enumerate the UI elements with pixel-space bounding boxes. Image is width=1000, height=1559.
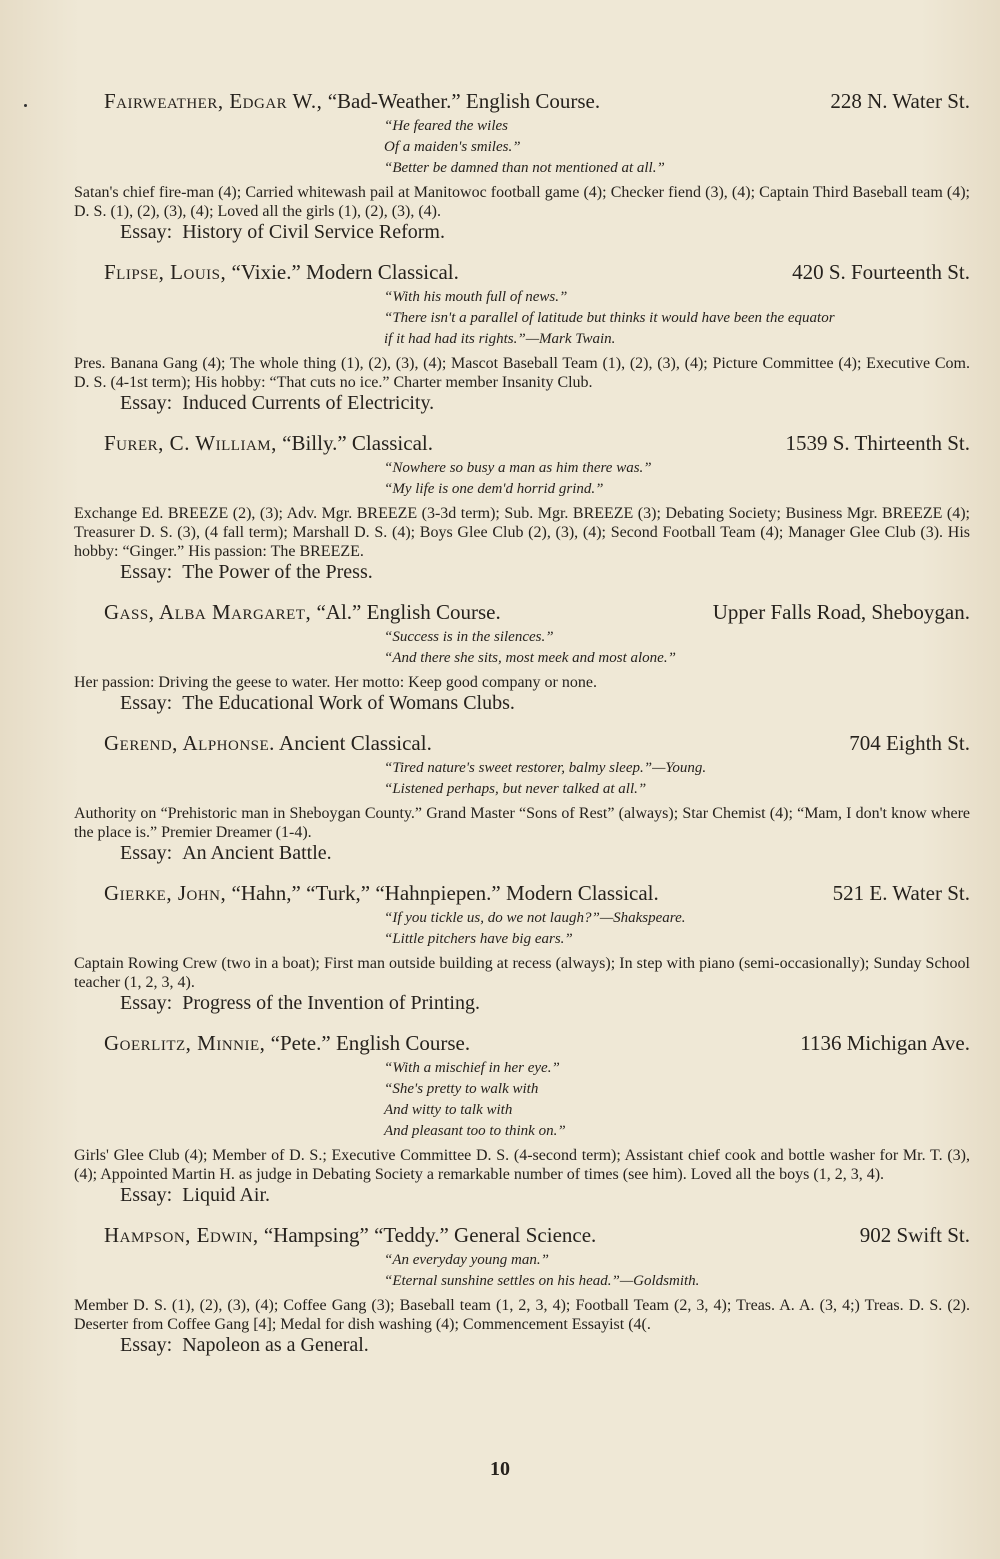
essay-title: History of Civil Service Reform. xyxy=(182,221,445,243)
quote-line: “Nowhere so busy a man as him there was.” xyxy=(384,460,652,476)
student-name: Furer, C. William, xyxy=(104,431,277,455)
activity-record: Girls' Glee Club (4); Member of D. S.; Executive Committee D. S. (4-second term); Assistant chief cook and bottle washer for Mr. T. (3), (4); Appointed Martin H. as judge in Debating Society a remarkable number of times (see him). Loved all the boys (1, 2, 3, 4). xyxy=(74,1147,970,1183)
student-entry xyxy=(74,599,980,714)
page-number: 10 xyxy=(490,1458,510,1480)
quote-block xyxy=(74,627,980,669)
quote-line: “Little pitchers have big ears.” xyxy=(384,931,573,947)
quote-line: “Success is in the silences.” xyxy=(384,629,554,645)
essay-title: The Educational Work of Womans Clubs. xyxy=(182,692,515,714)
student-name: Gerend, Alphonse. xyxy=(104,731,275,755)
student-entry xyxy=(74,730,980,864)
essay-label: Essay: xyxy=(120,842,173,864)
student-address: 228 N. Water St. xyxy=(830,89,970,113)
student-address: 704 Eighth St. xyxy=(849,731,970,755)
essay-line xyxy=(74,1184,980,1206)
essay-label: Essay: xyxy=(120,561,173,583)
entry-heading xyxy=(74,880,980,906)
quote-line: “With a mischief in her eye.” xyxy=(384,1060,560,1076)
student-address: 902 Swift St. xyxy=(859,1223,970,1247)
student-nickname-course: “Hampsing” “Teddy.” General Science. xyxy=(263,1223,597,1247)
student-address: 1136 Michigan Ave. xyxy=(800,1031,970,1055)
student-nickname-course: “Bad-Weather.” English Course. xyxy=(327,89,601,113)
essay-title: Induced Currents of Electricity. xyxy=(182,392,435,414)
student-address: Upper Falls Road, Sheboygan. xyxy=(712,600,970,624)
quote-line: Of a maiden's smiles.” xyxy=(384,139,521,155)
student-entry xyxy=(74,430,980,583)
student-name: Flipse, Louis, xyxy=(104,260,227,284)
quote-block xyxy=(74,1250,980,1292)
essay-label: Essay: xyxy=(120,1334,173,1356)
entry-title-group xyxy=(104,880,659,906)
entry-heading xyxy=(74,1222,980,1248)
quote-line: if it had had its rights.”—Mark Twain. xyxy=(384,331,616,347)
essay-label: Essay: xyxy=(120,1184,173,1206)
student-name: Hampson, Edwin, xyxy=(104,1223,259,1247)
quote-line: And pleasant too to think on.” xyxy=(384,1123,566,1139)
student-entry xyxy=(74,1222,980,1356)
quote-line: “With his mouth full of news.” xyxy=(384,289,568,305)
quote-line: “An everyday young man.” xyxy=(384,1252,549,1268)
quote-line: “Listened perhaps, but never talked at all.” xyxy=(384,781,647,797)
quote-line: “My life is one dem'd horrid grind.” xyxy=(384,481,604,497)
essay-label: Essay: xyxy=(120,992,173,1014)
essay-label: Essay: xyxy=(120,392,173,414)
activity-record: Captain Rowing Crew (two in a boat); First man outside building at recess (always); In step with piano (semi-occasionally); Sunday School teacher (1, 2, 3, 4). xyxy=(74,955,970,991)
entry-heading xyxy=(74,730,980,756)
senior-entries-list xyxy=(74,88,980,1356)
entry-title-group xyxy=(104,259,459,285)
activity-record: Exchange Ed. BREEZE (2), (3); Adv. Mgr. BREEZE (3-3d term); Sub. Mgr. BREEZE (3); Debating Society; Business Mgr. BREEZE (4); Treasurer D. S. (3), (4 fall term); Marshall D. S. (4); Boys Glee Club (2), (3), (4); Second Football Team (4); Manager Glee Club (3). His hobby: “Ginger.” His passion: The BREEZE. xyxy=(74,505,970,560)
student-address: 1539 S. Thirteenth St. xyxy=(785,431,970,455)
student-entry xyxy=(74,880,980,1014)
essay-line xyxy=(74,1334,980,1356)
quote-line: “Tired nature's sweet restorer, balmy sleep.”—Young. xyxy=(384,760,707,776)
quote-block xyxy=(74,116,980,179)
quote-line: “Better be damned than not mentioned at all.” xyxy=(384,160,665,176)
essay-line xyxy=(74,842,980,864)
student-name: Goerlitz, Minnie, xyxy=(104,1031,266,1055)
quote-line: “Eternal sunshine settles on his head.”—Goldsmith. xyxy=(384,1273,700,1289)
essay-title: Liquid Air. xyxy=(182,1184,271,1206)
quote-line: “And there she sits, most meek and most alone.” xyxy=(384,650,676,666)
student-nickname-course: “Al.” English Course. xyxy=(316,600,501,624)
entry-heading xyxy=(74,430,980,456)
entry-title-group xyxy=(104,88,600,114)
entry-heading xyxy=(74,599,980,625)
quote-line: “If you tickle us, do we not laugh?”—Shakspeare. xyxy=(384,910,686,926)
entry-heading xyxy=(74,259,980,285)
entry-title-group xyxy=(104,1222,596,1248)
quote-line: “He feared the wiles xyxy=(384,118,509,134)
quote-block xyxy=(74,758,980,800)
student-name: Gierke, John, xyxy=(104,881,227,905)
student-address: 521 E. Water St. xyxy=(832,881,970,905)
quote-block xyxy=(74,908,980,950)
entry-title-group xyxy=(104,1030,470,1056)
entry-title-group xyxy=(104,599,501,625)
quote-block xyxy=(74,1058,980,1142)
ink-speck xyxy=(24,104,27,107)
student-entry xyxy=(74,1030,980,1206)
entry-title-group xyxy=(104,730,432,756)
activity-record: Member D. S. (1), (2), (3), (4); Coffee Gang (3); Baseball team (1, 2, 3, 4); Football Team (2, 3, 4); Treas. A. A. (3, 4;) Treas. D. S. (2). Deserter from Coffee Gang [4]; Medal for dish washing (4); Commencement Essayist (4(. xyxy=(74,1297,970,1333)
essay-line xyxy=(74,561,980,583)
student-name: Fairweather, Edgar W., xyxy=(104,89,323,113)
student-entry xyxy=(74,88,980,243)
activity-record: Her passion: Driving the geese to water. Her motto: Keep good company or none. xyxy=(74,674,597,691)
quote-line: And witty to talk with xyxy=(384,1102,513,1118)
essay-title: Napoleon as a General. xyxy=(182,1334,369,1356)
student-address: 420 S. Fourteenth St. xyxy=(792,260,970,284)
student-nickname-course: “Vixie.” Modern Classical. xyxy=(231,260,459,284)
essay-line xyxy=(74,692,980,714)
student-nickname-course: “Billy.” Classical. xyxy=(282,431,433,455)
essay-label: Essay: xyxy=(120,692,173,714)
essay-title: An Ancient Battle. xyxy=(182,842,332,864)
essay-label: Essay: xyxy=(120,221,173,243)
entry-heading xyxy=(74,88,980,114)
student-nickname-course: “Hahn,” “Turk,” “Hahnpiepen.” Modern Classical. xyxy=(231,881,659,905)
quote-line: “There isn't a parallel of latitude but thinks it would have been the equator xyxy=(384,310,835,326)
student-name: Gass, Alba Margaret, xyxy=(104,600,312,624)
student-nickname-course: “Pete.” English Course. xyxy=(270,1031,471,1055)
quote-block xyxy=(74,287,980,350)
activity-record: Authority on “Prehistoric man in Sheboygan County.” Grand Master “Sons of Rest” (always); Star Chemist (4); “Mam, I don't know where the place is.” Premier Dreamer (1-4). xyxy=(74,805,970,841)
essay-line xyxy=(74,392,980,414)
essay-title: The Power of the Press. xyxy=(182,561,373,583)
activity-record: Pres. Banana Gang (4); The whole thing (1), (2), (3), (4); Mascot Baseball Team (1), (2), (3), (4); Picture Committee (4); Executive Com. D. S. (4-1st term); His hobby: “That cuts no ice.” Charter member Insanity Club. xyxy=(74,355,970,391)
activity-record: Satan's chief fire-man (4); Carried whitewash pail at Manitowoc football game (4); Checker fiend (3), (4); Captain Third Baseball team (4); D. S. (1), (2), (3), (4); Loved all the girls (1), (2), (3), (4). xyxy=(74,184,970,220)
quote-block xyxy=(74,458,980,500)
entry-heading xyxy=(74,1030,980,1056)
student-nickname-course: Ancient Classical. xyxy=(279,731,432,755)
essay-line xyxy=(74,992,980,1014)
student-entry xyxy=(74,259,980,414)
essay-line xyxy=(74,221,980,243)
quote-line: “She's pretty to walk with xyxy=(384,1081,539,1097)
entry-title-group xyxy=(104,430,433,456)
essay-title: Progress of the Invention of Printing. xyxy=(182,992,480,1014)
